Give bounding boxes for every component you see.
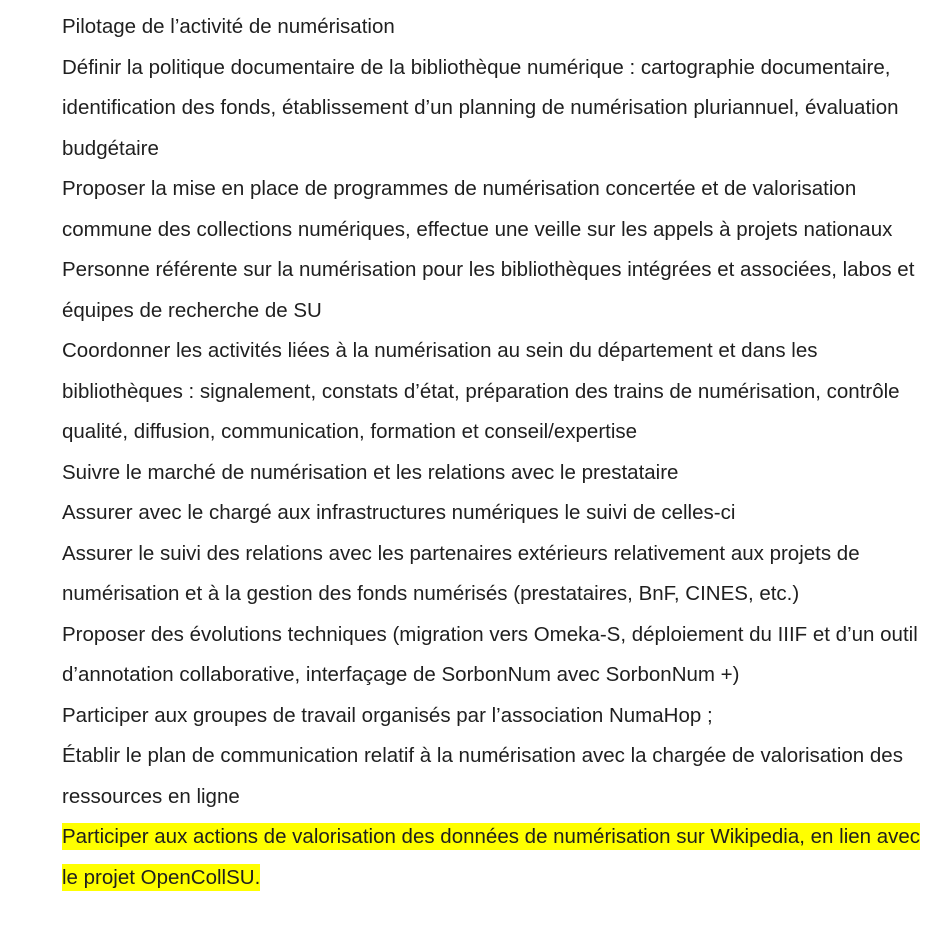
list-item: Personne référente sur la numérisation pour les bibliothèques intégrées et associées, labos et équipes de recherche de SU: [62, 258, 915, 322]
list-item: Participer aux groupes de travail organisés par l’association NumaHop ;: [62, 703, 713, 727]
document-body: [62, 7, 932, 898]
list-item: Proposer des évolutions techniques (migration vers Omeka-S, déploiement du IIIF et d’un outil d’annotation collaborative, interfaçage de SorbonNum avec SorbonNum +): [62, 622, 918, 686]
list-item: Pilotage de l’activité de numérisation: [62, 15, 395, 38]
highlighted-list-item: [62, 817, 932, 898]
list-item: Suivre le marché de numérisation et les relations avec le prestataire: [62, 460, 679, 484]
list-item: Définir la politique documentaire de la bibliothèque numérique : cartographie documentaire, identification des fonds, établissement d’un planning de numérisation pluriannuel, évaluation budgétaire: [62, 55, 899, 160]
highlighted-text: Participer aux actions de valorisation des données de numérisation sur Wikipedia, en lien avec le projet OpenCollSU.: [62, 825, 921, 889]
list-item: Assurer le suivi des relations avec les partenaires extérieurs relativement aux projets de numérisation et à la gestion des fonds numérisés (prestataires, BnF, CINES, etc.): [62, 541, 860, 605]
list-item: Établir le plan de communication relatif à la numérisation avec la chargée de valorisation des ressources en ligne: [62, 744, 903, 808]
list-item: Proposer la mise en place de programmes de numérisation concertée et de valorisation commune des collections numériques, effectue une veille sur les appels à projets nationaux: [62, 177, 893, 241]
list-item: Coordonner les activités liées à la numérisation au sein du département et dans les bibliothèques : signalement, constats d’état, préparation des trains de numérisation, contrôle qualité, diffusion, communication, formation et conseil/expertise: [62, 339, 900, 443]
list-item: Assurer avec le chargé aux infrastructures numériques le suivi de celles-ci: [62, 501, 736, 524]
